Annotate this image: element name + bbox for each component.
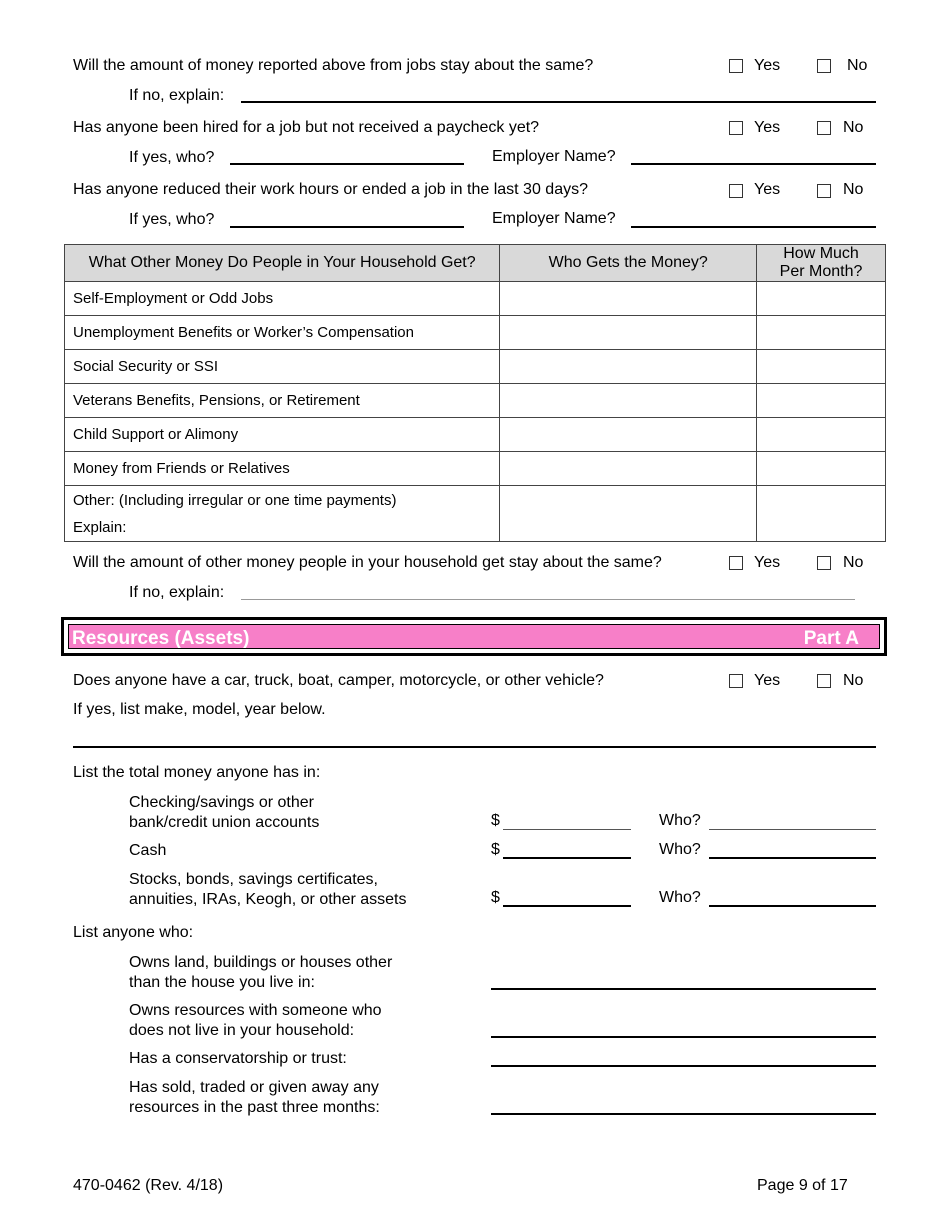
other-money-table bbox=[64, 244, 886, 542]
money-item-line: Stocks, bonds, savings certificates, bbox=[129, 871, 378, 888]
row-label-other bbox=[65, 486, 500, 542]
who-cell[interactable] bbox=[500, 350, 757, 384]
hired-who-field[interactable] bbox=[230, 163, 464, 165]
row-label: Social Security or SSI bbox=[65, 350, 500, 384]
reduced-no-checkbox[interactable] bbox=[817, 184, 831, 198]
jobs-same-question: Will the amount of money reported above from jobs stay about the same? bbox=[73, 57, 594, 74]
header-how-much: How Much Per Month? bbox=[757, 245, 886, 282]
amount-cell[interactable] bbox=[757, 384, 886, 418]
table-row bbox=[65, 452, 886, 486]
money-item-line: annuities, IRAs, Keogh, or other assets bbox=[129, 891, 407, 908]
hired-no-label: No bbox=[843, 119, 864, 136]
reduced-yes-label: Yes bbox=[754, 181, 781, 198]
stocks-who-field[interactable] bbox=[709, 905, 876, 907]
anyone-item-line: does not live in your household: bbox=[129, 1022, 355, 1039]
amount-cell[interactable] bbox=[757, 350, 886, 384]
money-item-stocks bbox=[129, 870, 406, 910]
hired-who-label: If yes, who? bbox=[129, 149, 215, 166]
other-money-yes-label: Yes bbox=[754, 554, 781, 571]
jobs-same-explain-field[interactable] bbox=[241, 101, 876, 103]
cash-who-field[interactable] bbox=[709, 857, 876, 859]
reduced-employer-label: Employer Name? bbox=[492, 210, 616, 227]
other-label: Other: (Including irregular or one time payments) bbox=[73, 491, 397, 509]
other-money-same-question: Will the amount of other money people in your household get stay about the same? bbox=[73, 554, 662, 571]
checking-amount-field[interactable] bbox=[503, 829, 631, 830]
reduced-hours-question: Has anyone reduced their work hours or ended a job in the last 30 days? bbox=[73, 181, 588, 198]
hired-question: Has anyone been hired for a job but not received a paycheck yet? bbox=[73, 119, 540, 136]
other-money-explain-label: If no, explain: bbox=[129, 584, 225, 601]
vehicle-details-field[interactable] bbox=[73, 746, 876, 748]
who-cell[interactable] bbox=[500, 282, 757, 316]
currency-symbol: $ bbox=[491, 889, 500, 906]
table-header-row bbox=[65, 245, 886, 282]
row-label: Money from Friends or Relatives bbox=[65, 452, 500, 486]
page-number: Page 9 of 17 bbox=[757, 1177, 848, 1194]
anyone-item-line: than the house you live in: bbox=[129, 974, 315, 991]
anyone-list-intro: List anyone who: bbox=[73, 924, 194, 941]
jobs-same-yes-label: Yes bbox=[754, 57, 781, 74]
other-money-no-checkbox[interactable] bbox=[817, 556, 831, 570]
vehicle-no-checkbox[interactable] bbox=[817, 674, 831, 688]
section-header bbox=[61, 617, 887, 656]
sold-resources-field[interactable] bbox=[491, 1113, 876, 1115]
other-explain-label: Explain: bbox=[73, 518, 127, 536]
anyone-item-line: resources in the past three months: bbox=[129, 1099, 380, 1116]
jobs-same-no-checkbox[interactable] bbox=[817, 59, 831, 73]
amount-cell[interactable] bbox=[757, 316, 886, 350]
table-row bbox=[65, 384, 886, 418]
land-owner-field[interactable] bbox=[491, 988, 876, 990]
reduced-employer-field[interactable] bbox=[631, 226, 876, 228]
hired-no-checkbox[interactable] bbox=[817, 121, 831, 135]
header-other-money: What Other Money Do People in Your Household Get? bbox=[65, 245, 500, 282]
stocks-who-label: Who? bbox=[659, 889, 701, 906]
money-item-line: bank/credit union accounts bbox=[129, 814, 320, 831]
other-money-yes-checkbox[interactable] bbox=[729, 556, 743, 570]
money-item-line: Checking/savings or other bbox=[129, 794, 314, 811]
who-cell[interactable] bbox=[500, 418, 757, 452]
currency-symbol: $ bbox=[491, 841, 500, 858]
table-row bbox=[65, 316, 886, 350]
jobs-same-explain-label: If no, explain: bbox=[129, 87, 225, 104]
jobs-same-no-label: No bbox=[847, 57, 868, 74]
anyone-item-land bbox=[129, 953, 392, 993]
row-label: Unemployment Benefits or Worker’s Compensation bbox=[65, 316, 500, 350]
table-row bbox=[65, 418, 886, 452]
anyone-item-line: Owns resources with someone who bbox=[129, 1002, 382, 1019]
shared-resources-field[interactable] bbox=[491, 1036, 876, 1038]
who-cell[interactable] bbox=[500, 486, 757, 542]
vehicle-yes-checkbox[interactable] bbox=[729, 674, 743, 688]
money-item-checking bbox=[129, 793, 319, 833]
anyone-item-line: Owns land, buildings or houses other bbox=[129, 954, 393, 971]
vehicle-yes-label: Yes bbox=[754, 672, 781, 689]
section-header-fill bbox=[68, 624, 880, 649]
jobs-same-yes-checkbox[interactable] bbox=[729, 59, 743, 73]
table-row bbox=[65, 282, 886, 316]
money-item-cash bbox=[129, 841, 166, 861]
who-cell[interactable] bbox=[500, 384, 757, 418]
other-money-no-label: No bbox=[843, 554, 864, 571]
amount-cell[interactable] bbox=[757, 452, 886, 486]
row-label: Child Support or Alimony bbox=[65, 418, 500, 452]
checking-who-label: Who? bbox=[659, 812, 701, 829]
amount-cell[interactable] bbox=[757, 486, 886, 542]
anyone-item-sold bbox=[129, 1078, 380, 1118]
reduced-who-label: If yes, who? bbox=[129, 211, 215, 228]
who-cell[interactable] bbox=[500, 452, 757, 486]
table-row-other bbox=[65, 486, 886, 542]
reduced-yes-checkbox[interactable] bbox=[729, 184, 743, 198]
money-list-intro: List the total money anyone has in: bbox=[73, 764, 321, 781]
checking-who-field[interactable] bbox=[709, 829, 876, 830]
reduced-no-label: No bbox=[843, 181, 864, 198]
amount-cell[interactable] bbox=[757, 282, 886, 316]
hired-yes-label: Yes bbox=[754, 119, 781, 136]
section-part: Part A bbox=[803, 628, 859, 649]
row-label: Self-Employment or Odd Jobs bbox=[65, 282, 500, 316]
anyone-item-line: Has a conservatorship or trust: bbox=[129, 1050, 347, 1067]
vehicle-question: Does anyone have a car, truck, boat, camper, motorcycle, or other vehicle? bbox=[73, 672, 604, 689]
cash-amount-field[interactable] bbox=[503, 857, 631, 859]
hired-employer-field[interactable] bbox=[631, 163, 876, 165]
vehicle-followup: If yes, list make, model, year below. bbox=[73, 701, 326, 718]
header-who-gets: Who Gets the Money? bbox=[500, 245, 757, 282]
other-money-explain-field[interactable] bbox=[241, 599, 855, 600]
hired-employer-label: Employer Name? bbox=[492, 148, 616, 165]
trust-field[interactable] bbox=[491, 1065, 876, 1067]
section-title: Resources (Assets) bbox=[72, 628, 250, 649]
row-label: Veterans Benefits, Pensions, or Retirement bbox=[65, 384, 500, 418]
amount-cell[interactable] bbox=[757, 418, 886, 452]
vehicle-no-label: No bbox=[843, 672, 864, 689]
stocks-amount-field[interactable] bbox=[503, 905, 631, 907]
currency-symbol: $ bbox=[491, 812, 500, 829]
cash-who-label: Who? bbox=[659, 841, 701, 858]
anyone-item-trust bbox=[129, 1049, 347, 1069]
table-row bbox=[65, 350, 886, 384]
anyone-item-line: Has sold, traded or given away any bbox=[129, 1079, 379, 1096]
anyone-item-shared bbox=[129, 1001, 382, 1041]
who-cell[interactable] bbox=[500, 316, 757, 350]
hired-yes-checkbox[interactable] bbox=[729, 121, 743, 135]
reduced-who-field[interactable] bbox=[230, 226, 464, 228]
money-item-line: Cash bbox=[129, 842, 167, 859]
form-number: 470-0462 (Rev. 4/18) bbox=[73, 1177, 224, 1194]
